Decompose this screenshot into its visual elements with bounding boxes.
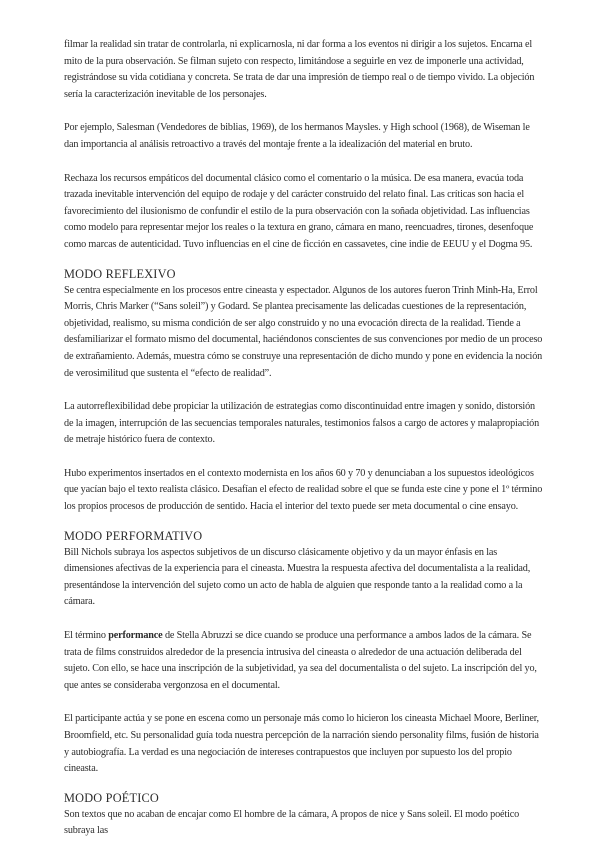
performance-term: performance: [108, 630, 163, 642]
performativo-p2-before: El término: [64, 630, 109, 642]
heading-modo-reflexivo: MODO REFLEXIVO: [64, 266, 176, 281]
paragraph-performativo-1: Bill Nichols subraya los aspectos subjetivos de un discurso clásicamente objetivo y da un mayor énfasis en las dimensiones afectivas de la experiencia para el cineasta. Muestra la respuesta afectiva del documentalista a la realidad, presentándose la intervención del sujeto como un acto de habla de alguien que responde tanto a la realidad como a la cámara.: [64, 546, 531, 608]
heading-modo-poetico: MODO POÉTICO: [64, 790, 159, 805]
paragraph-observacional-3: Rechaza los recursos empáticos del documental clásico como el comentario o la música. De esa manera, evacúa toda trazada inevitable intervención del equipo de rodaje y del carácter construido del relato final. Las críticas son hacia el favorecimiento del ilusionismo de confundir el estilo de la pura observación con la soñada objetividad. Las influencias como modelo para representar mejor los reales o la textura en grano, cámara en mano, reencuadres, tirones, desenfoque como marcas de autenticidad. Tuvo influencias en el cine de ficción en cassavetes, cine indie de EEUU y el Dogma 95.: [64, 172, 534, 250]
paragraph-reflexivo-1: Se centra especialmente en los procesos entre cineasta y espectador. Algunos de los autores fueron Trinh Minh-Ha, Errol Morris, Chris Marker (“Sans soleil”) y Godard. Se plantea precisamente las delicadas cuestiones de la representación, objetividad, realismo, su misma condición de ser algo construido y no una evocación directa de la realidad. Tiende a desfamiliarizar el formato mismo del documental, haciéndonos conscientes de sus convenciones por medio de un proceso de extrañamiento. Además, muestra cómo se construye una representación de dicho mundo y pone en evidencia la noción de verosimilitud que sustenta el “efecto de realidad”.: [64, 284, 543, 379]
paragraph-poetico-1: Son textos que no acaban de encajar como El hombre de la cámara, A propos de nice y Sans soleil. El modo poético subraya las: [64, 808, 520, 837]
performativo-p2-after: de Stella Abruzzi se dice cuando se produce una performance a ambos lados de la cámara. Se trata de films construidos alrededor de la presencia intrusiva del cineasta o alrededor de una actuación deliberada del sujeto. Con ello, se hace una inscripción de la subjetividad, ya sea del documentalista o del sujeto. La inscripción del yo, que antes se consideraba vergonzosa en el documental.: [64, 630, 537, 691]
paragraph-observacional-2: Por ejemplo, Salesman (Vendedores de biblias, 1969), de los hermanos Maysles. y High school (1968), de Wiseman le dan importancia al análisis retroactivo a través del montaje frente a la idealización del material en bruto.: [64, 122, 530, 150]
heading-modo-performativo: MODO PERFORMATIVO: [64, 528, 203, 543]
paragraph-performativo-3: El participante actúa y se pone en escena como un personaje más como lo hicieron los cineasta Michael Moore, Berliner, Broomfield, etc. Su personalidad guía toda nuestra percepción de la narración siendo personality films, fusión de historia y autobiografía. La verdad es una negociación de intereses contrapuestos que incluyen por supuesto los del propio cineasta.: [64, 713, 539, 775]
paragraph-reflexivo-3: Hubo experimentos insertados en el contexto modernista en los años 60 y 70 y denunciaban a los supuestos ideológicos que yacían bajo el texto realista clásico. Desafían el efecto de realidad sobre el que se funda este cine y pone el 1º término los propios procesos de producción de sentido. Hacia el interior del texto puede ser meta documental o cine ensayo.: [64, 467, 543, 513]
paragraph-performativo-2: [64, 628, 544, 694]
paragraph-observacional-1: filmar la realidad sin tratar de controlarla, ni explicarnosla, ni dar forma a los eventos ni dirigir a los sujetos. Encarna el mito de la pura observación. Se filman sujeto con respecto, limitándose a seguirle en vez de imponerle una actividad, registrándose su vida cotidiana y concreta. Se trata de dar una impresión de tiempo real o de tiempo vivido. La objeción sería la caracterización inevitable de los personajes.: [64, 39, 535, 100]
paragraph-reflexivo-2: La autorreflexibilidad debe propiciar la utilización de estrategias como discontinuidad entre imagen y sonido, distorsión de la imagen, interrupción de las secuencias temporales naturales, testimonios falsos a cargo de actores y malapropiación de metraje histórico fuera de contexto.: [64, 401, 540, 446]
